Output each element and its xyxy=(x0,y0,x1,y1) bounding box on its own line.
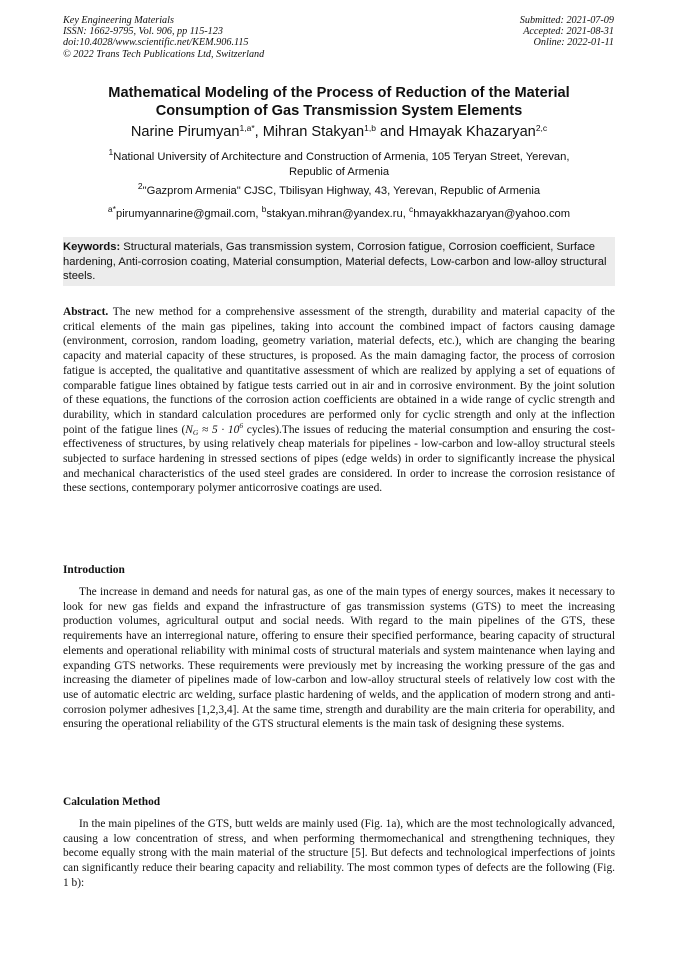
journal-name: Key Engineering Materials xyxy=(63,15,174,26)
formula-symbol: N xyxy=(185,423,193,436)
affiliation-2 xyxy=(63,181,615,199)
author-emails xyxy=(63,204,615,222)
email-mark: c xyxy=(408,204,414,214)
issn-line: ISSN: 1662-9795, Vol. 906, pp 115-123 xyxy=(63,26,223,38)
title-line-1: Mathematical Modeling of the Process of Reduction of the Material xyxy=(108,85,570,101)
email-address: stakyan.mihran@yandex.ru, xyxy=(266,208,409,220)
online-date: Online: 2022-01-11 xyxy=(533,37,614,49)
doi-line: doi:10.4028/www.scientific.net/KEM.906.115 xyxy=(63,37,249,49)
keywords-label: Keywords: xyxy=(63,241,121,253)
email-address: pirumyannarine@gmail.com, xyxy=(115,208,262,220)
author-name: Hmayak Khazaryan xyxy=(408,124,536,140)
abstract-text: The new method for a comprehensive assessment of the strength, durability and material capacity of the critical elements of the main gas pipelines, taking into account the combined impact of factors causing damage (environment, corrosion, random loading, geometry variation, material defects, etc.), which are changing the bearing capacity and material capacity of these structures, is proposed. As the main damaging factor, the process of corrosion fatigue is accepted, the qualitative and quantitative assessment of which are realized by applying a set of equations of comparable fatigue lines obtained by fatigue tests carried out in air and in corrosive environment. By the joint solution of these equations, the functions of the corrosion action coefficients are obtained in a wide range of cyclic strength and durability, which in standard calculation procedures are performed only for cyclic strength and only at the inflection point of the fatigue lines ( xyxy=(63,306,615,436)
calculation-method-heading: Calculation Method xyxy=(63,796,161,808)
formula-value: ≈ 5 · 10 xyxy=(198,423,240,436)
email-mark: b xyxy=(261,204,267,214)
copyright-line: © 2022 Trans Tech Publications Ltd, Switzerland xyxy=(63,48,265,60)
abstract-label: Abstract. xyxy=(63,306,109,318)
author-affiliation-mark: 1,b xyxy=(364,123,376,133)
affiliation-mark: 2 xyxy=(137,181,143,191)
journal-info xyxy=(63,15,264,60)
keywords-block xyxy=(63,237,615,286)
author-name: Mihran Stakyan xyxy=(262,124,365,140)
affiliation-text: Republic of Armenia xyxy=(288,166,390,178)
author-affiliation-mark: 1,a* xyxy=(239,123,255,133)
email-mark: a* xyxy=(107,204,116,214)
author-separator: and xyxy=(375,124,409,140)
publication-dates xyxy=(520,15,614,49)
paper-title xyxy=(63,84,615,120)
abstract-paragraph xyxy=(63,305,615,496)
affiliation-text: National University of Architecture and Construction of Armenia, 105 Teryan Street, Yerevan, xyxy=(113,151,570,163)
email-address: hmayakkhazaryan@yahoo.com xyxy=(413,208,571,220)
submitted-date: Submitted: 2021-07-09 xyxy=(519,15,614,26)
introduction-paragraph: The increase in demand and needs for natural gas, as one of the main types of energy sources, makes it necessary to look for new gas fields and expand the infrastructure of gas transmission systems (GTS) to meet the increasing production volumes, agricultural output and social needs. With regard to the main pipelines of the GTS, these requirements have an interregional nature, offering to ensure their specified performance, bearing capacity of structural elements and operational reliability with minimal costs of structural materials and system maintenance when laying and expanding GTS networks. These requirements were previously met by increasing the working pressure of the gas and increasing the diameter of pipelines made of low-carbon and low-alloy structural steels of relatively low cost with the use of automatic electric arc welding, surface plastic hardening of welds, and the application of modern strong and anti-corrosion polymer adhesives [1,2,3,4]. At the same time, strength and durability are the main criteria for operability, and ensuring the operational reliability of the GTS structural elements is the main task of designing these systems. xyxy=(63,586,615,731)
affiliation-1 xyxy=(63,147,615,180)
accepted-date: Accepted: 2021-08-31 xyxy=(523,26,614,38)
introduction-heading: Introduction xyxy=(63,564,125,576)
author-list xyxy=(63,123,615,141)
title-line-2: Consumption of Gas Transmission System Elements xyxy=(155,103,523,119)
affiliation-text: "Gazprom Armenia" CJSC, Tbilisyan Highway, 43, Yerevan, Republic of Armenia xyxy=(142,185,541,197)
keywords-text: Structural materials, Gas transmission system, Corrosion fatigue, Corrosion coefficient, Surface hardening, Anti-corrosion coating, Material consumption, Material defects, Low-carbon and low-alloy structural steels. xyxy=(63,241,607,283)
abstract-text: cycles).The issues of reducing the material consumption and ensuring the cost-effectiveness of structures, by using relatively cheap materials for pipelines - low-carbon and low-alloy structural steels subjected to surface hardening in stressed sections of pipes (edge welds) in order to significantly increase the physical and mechanical characteristics of the used steel grades are considered. In order to increase the corrosion resistance of these sections, contemporary polymer anticorrosive coatings are used. xyxy=(63,423,616,495)
formula-subscript: G xyxy=(192,427,199,437)
calculation-method-paragraph: In the main pipelines of the GTS, butt welds are mainly used (Fig. 1a), which are the most technologically advanced, causing a low concentration of stress, and when performing thermomechanical and strengthening techniques, they become equally strong with the main material of the structure [5]. But defects and technological imperfections of joints can significantly reduce their bearing capacity and reliability. The most common types of defects are the following (Fig. 1 b): xyxy=(63,818,615,889)
author-affiliation-mark: 2,c xyxy=(535,123,548,133)
affiliation-mark: 1 xyxy=(108,147,114,157)
author-separator: , xyxy=(254,124,263,140)
formula-exponent: 6 xyxy=(239,420,244,430)
author-name: Narine Pirumyan xyxy=(130,124,240,140)
